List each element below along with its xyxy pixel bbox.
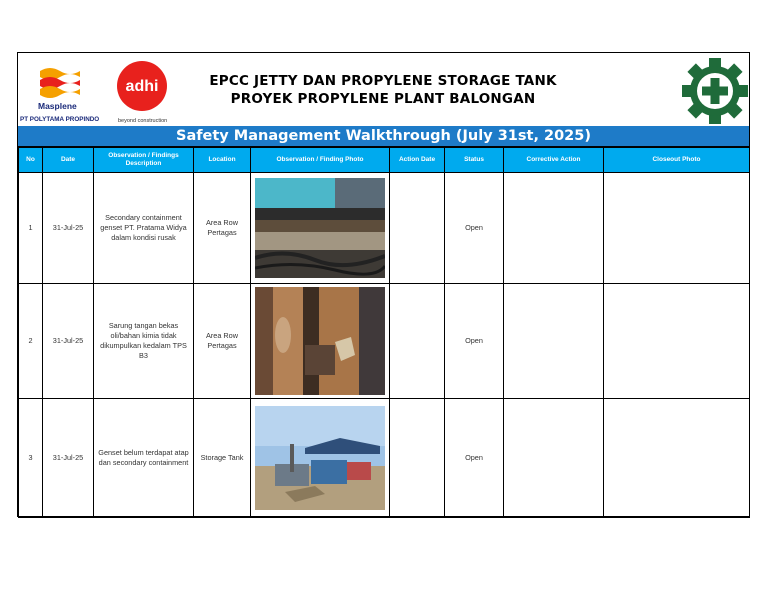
table-header-row <box>19 148 750 173</box>
masplene-logo <box>18 63 114 125</box>
row-photo-cell <box>251 284 390 399</box>
masplene-wordmark: Masplene <box>38 101 77 111</box>
table-row <box>19 173 750 284</box>
row-closeout-photo <box>604 399 750 518</box>
row-no: 3 <box>19 399 43 518</box>
col-header-location: Location <box>194 148 251 173</box>
table-row <box>19 399 750 518</box>
row-description: Secondary containment genset PT. Pratama Widya dalam kondisi rusak <box>94 173 194 284</box>
findings-table <box>18 147 750 518</box>
row-status: Open <box>445 399 504 518</box>
row-no: 1 <box>19 173 43 284</box>
row-description: Sarung tangan bekas oli/bahan kimia tidak dikumpulkan kedalam TPS B3 <box>94 284 194 399</box>
adhi-wordmark: adhi <box>125 78 159 95</box>
row-location: Storage Tank <box>194 399 251 518</box>
row-location: Area Row Pertagas <box>194 173 251 284</box>
row-closeout-photo <box>604 284 750 399</box>
finding-photo-used-gloves[interactable] <box>255 287 385 395</box>
row-action-date <box>390 173 445 284</box>
col-header-no: No <box>19 148 43 173</box>
row-date: 31-Jul-25 <box>43 399 94 518</box>
col-header-date: Date <box>43 148 94 173</box>
col-header-corrective-action: Corrective Action <box>504 148 604 173</box>
row-date: 31-Jul-25 <box>43 284 94 399</box>
adhi-tagline: beyond construction <box>118 118 168 124</box>
report-titles <box>178 72 588 108</box>
row-corrective-action <box>504 173 604 284</box>
row-status: Open <box>445 284 504 399</box>
report-title-line2: PROYEK PROPYLENE PLANT BALONGAN <box>230 91 536 107</box>
row-no: 2 <box>19 284 43 399</box>
col-header-action-date: Action Date <box>390 148 445 173</box>
finding-photo-genset-base[interactable] <box>255 178 385 278</box>
row-description: Genset belum terdapat atap dan secondary containment <box>94 399 194 518</box>
row-location: Area Row Pertagas <box>194 284 251 399</box>
table-row <box>19 284 750 399</box>
safety-report-sheet <box>17 52 750 517</box>
row-corrective-action <box>504 284 604 399</box>
report-header <box>18 53 749 127</box>
row-photo-cell <box>251 399 390 518</box>
col-header-observation: Observation / Findings Description <box>94 148 194 173</box>
adhi-logo <box>114 59 174 125</box>
col-header-photo: Observation / Finding Photo <box>251 148 390 173</box>
col-header-closeout-photo: Closeout Photo <box>604 148 750 173</box>
row-photo-cell <box>251 173 390 284</box>
finding-photo-genset-storage-tank[interactable] <box>255 406 385 510</box>
row-action-date <box>390 399 445 518</box>
report-banner: Safety Management Walkthrough (July 31st, 2025) <box>18 126 749 147</box>
masplene-company: PT POLYTAMA PROPINDO <box>20 116 100 123</box>
row-action-date <box>390 284 445 399</box>
row-corrective-action <box>504 399 604 518</box>
row-status: Open <box>445 173 504 284</box>
safety-cross-gear-icon <box>680 57 750 125</box>
row-date: 31-Jul-25 <box>43 173 94 284</box>
col-header-status: Status <box>445 148 504 173</box>
report-title-line1: EPCC JETTY DAN PROPYLENE STORAGE TANK <box>209 73 557 89</box>
row-closeout-photo <box>604 173 750 284</box>
